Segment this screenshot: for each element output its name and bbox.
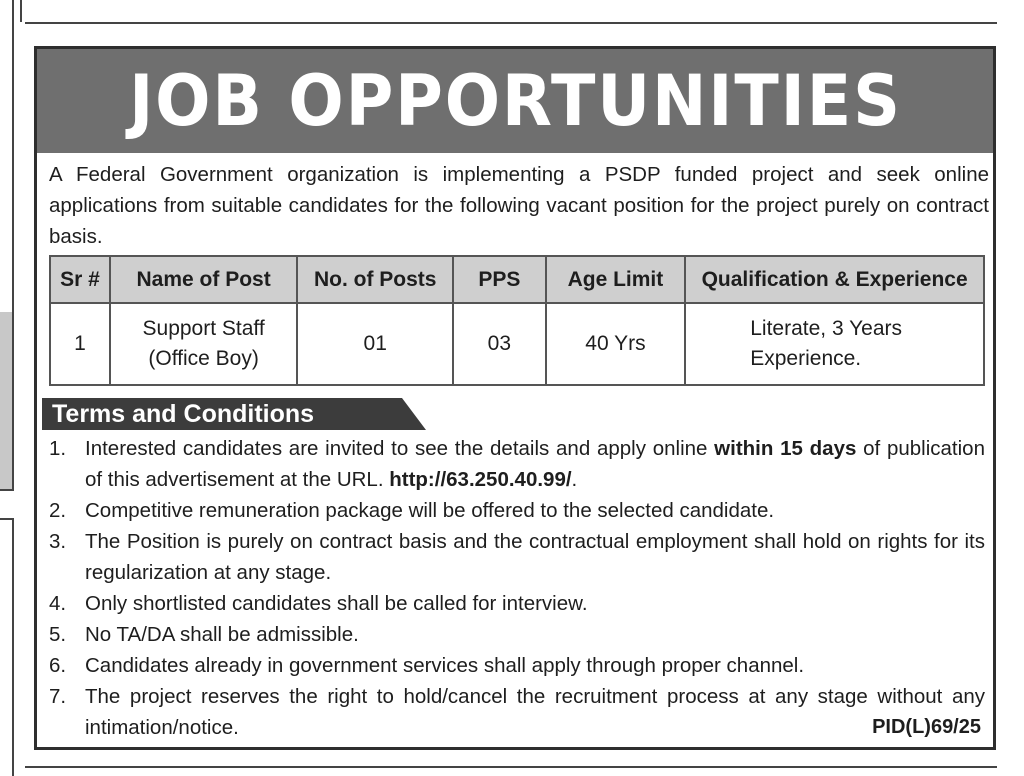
list-item <box>49 650 985 681</box>
cell-posts: 01 <box>297 303 453 385</box>
ad-title: JOB OPPORTUNITIES <box>128 60 902 142</box>
cell-qualification <box>685 303 984 385</box>
header-pps: PPS <box>453 256 546 303</box>
intro-paragraph: A Federal Government organization is implementing a PSDP funded project and seek online applications from suitable candidates for the following vacant position for the project purely on contract basis. <box>49 163 989 248</box>
adjacent-column-fragment-lower <box>0 518 14 776</box>
qualification-line1: Literate, 3 Years <box>750 317 903 340</box>
post-name-line2: (Office Boy) <box>148 347 259 370</box>
item-number: 7. <box>49 685 67 708</box>
bottom-rule <box>25 766 997 768</box>
item-number: 5. <box>49 623 67 646</box>
item-number: 3. <box>49 530 67 553</box>
item-number: 1. <box>49 437 67 460</box>
cell-age: 40 Yrs <box>546 303 686 385</box>
list-item <box>49 681 985 743</box>
item-text-continued: of publication of this advertisement at the URL. <box>85 437 985 491</box>
item-text: Candidates already in government services shall apply through proper channel. <box>85 654 805 677</box>
item-number: 6. <box>49 654 67 677</box>
cell-pps: 03 <box>453 303 546 385</box>
apply-url: http://63.250.40.99/ <box>389 468 572 491</box>
table-row <box>50 303 984 385</box>
item-number: 4. <box>49 592 67 615</box>
header-no-of-posts: No. of Posts <box>297 256 453 303</box>
vacancy-table <box>49 255 985 386</box>
list-item <box>49 526 985 588</box>
cell-sr: 1 <box>50 303 110 385</box>
list-item <box>49 588 985 619</box>
item-number: 2. <box>49 499 67 522</box>
header-name-of-post: Name of Post <box>110 256 298 303</box>
list-item <box>49 495 985 526</box>
item-text: The Position is purely on contract basis and the contractual employment shall hold on rights for its regularization at any stage. <box>85 530 985 584</box>
cell-post-name <box>110 303 298 385</box>
title-banner <box>37 49 993 153</box>
item-text: No TA/DA shall be admissible. <box>85 623 359 646</box>
list-item <box>49 433 985 495</box>
qualification-line2: Experience. <box>750 347 862 370</box>
item-text: The project reserves the right to hold/cancel the recruitment process at any stage without any intimation/notice. <box>85 685 985 739</box>
table-header-row <box>50 256 984 303</box>
pid-reference: PID(L)69/25 <box>872 716 981 738</box>
job-advertisement <box>34 46 996 750</box>
item-text: Only shortlisted candidates shall be called for interview. <box>85 592 588 615</box>
column-rule <box>20 0 22 22</box>
terms-heading-label: Terms and Conditions <box>52 399 315 428</box>
item-text: Competitive remuneration package will be offered to the selected candidate. <box>85 499 775 522</box>
header-sr: Sr # <box>50 256 110 303</box>
header-age-limit: Age Limit <box>546 256 686 303</box>
header-qualification: Qualification & Experience <box>685 256 984 303</box>
terms-list <box>49 433 985 743</box>
terms-heading <box>42 398 426 430</box>
item-text: Interested candidates are invited to see the details and apply online <box>85 437 715 460</box>
item-deadline: within 15 days <box>714 437 857 460</box>
post-name-line1: Support Staff <box>142 317 265 340</box>
list-item <box>49 619 985 650</box>
top-rule <box>25 22 997 24</box>
item-text-end: . <box>571 468 578 491</box>
adjacent-column-fragment <box>0 0 14 491</box>
